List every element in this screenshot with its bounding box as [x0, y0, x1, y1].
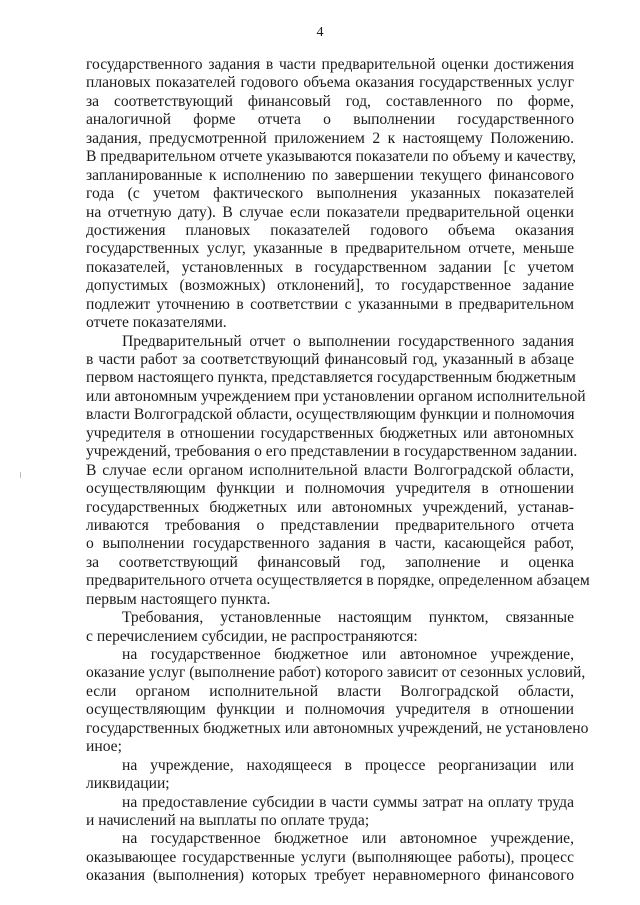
- text-line: за соответствующий финансовый год, заполнение и оценка: [86, 553, 574, 571]
- text-line: с перечислением субсидии, не распространяются:: [86, 627, 418, 645]
- margin-mark: [20, 472, 21, 478]
- text-line: показателей, установленных в государственном задании [с учетом: [86, 258, 574, 276]
- text-line: первым настоящего пункта.: [86, 590, 271, 608]
- text-line: отчете показателями.: [86, 314, 227, 332]
- text-line: за соответствующий финансовый год, составленного по форме,: [86, 92, 574, 110]
- text-line: государственных бюджетных или автономных учреждений, устанав-: [86, 498, 574, 516]
- text-line: или автономным учреждением при установлении органом исполнительной: [86, 387, 586, 405]
- text-line: учредителя в отношении государственных бюджетных или автономных: [86, 424, 574, 442]
- text-line: государственных бюджетных или автономных учреждений, не установлено: [86, 719, 589, 737]
- text-line: государственных услуг, указанные в предварительном отчете, меньше: [86, 240, 574, 258]
- text-line: Предварительный отчет о выполнении государственного задания: [122, 332, 574, 350]
- text-line: допустимых (возможных) отклонений], то государственное задание: [86, 277, 574, 295]
- text-line: учреждений, требования о его представлении в государственном задании.: [86, 443, 578, 461]
- text-line: если органом исполнительной власти Волгоградской области,: [86, 682, 574, 700]
- page-number: 4: [316, 25, 324, 40]
- text-line: на государственное бюджетное или автономное учреждение,: [122, 830, 574, 848]
- text-line: иное;: [86, 738, 122, 756]
- text-line: В случае если органом исполнительной власти Волгоградской области,: [86, 461, 574, 479]
- text-line: года (с учетом фактического выполнения указанных показателей: [86, 185, 574, 203]
- text-line: власти Волгоградской области, осуществляющим функции и полномочия: [86, 406, 575, 424]
- text-line: плановых показателей годового объема оказания государственных услуг: [86, 74, 574, 92]
- text-line: на учреждение, находящееся в процессе реорганизации или: [122, 756, 574, 774]
- text-line: государственного задания в части предварительной оценки достижения: [86, 56, 574, 73]
- text-line: запланированные к исполнению по завершении текущего финансового: [86, 166, 574, 184]
- text-line: предварительного отчета осуществляется в порядке, определенном абзацем: [86, 572, 590, 590]
- text-line: В предварительном отчете указываются показатели по объему и качеству,: [86, 148, 577, 166]
- text-line: осуществляющим функции и полномочия учредителя в отношении: [86, 701, 574, 719]
- text-line: о выполнении государственного задания в части, касающейся работ,: [86, 535, 574, 553]
- text-line: первом настоящего пункта, представляется государственным бюджетным: [86, 369, 576, 387]
- text-line: на отчетную дату). В случае если показатели предварительной оценки: [86, 203, 574, 221]
- text-line: оказание услуг (выполнение работ) которого зависит от сезонных условий,: [86, 664, 586, 682]
- text-line: оказания (выполнения) которых требует неравномерного финансового: [86, 867, 574, 885]
- body-text: [86, 56, 590, 886]
- text-line: осуществляющим функции и полномочия учредителя в отношении: [86, 480, 574, 498]
- text-line: на предоставление субсидии в части суммы затрат на оплату труда: [122, 793, 574, 811]
- text-line: в части работ за соответствующий финансовый год, указанный в абзаце: [86, 351, 574, 368]
- text-line: на государственное бюджетное или автономное учреждение,: [122, 646, 574, 663]
- text-line: аналогичной форме отчета о выполнении государственного: [86, 111, 574, 129]
- text-line: задания, предусмотренной приложением 2 к настоящему Положению.: [86, 129, 574, 147]
- text-line: и начислений на выплаты по оплате труда;: [86, 811, 370, 829]
- text-line: ликвидации;: [86, 775, 170, 793]
- text-line: подлежит уточнению в соответствии с указанными в предварительном: [86, 295, 574, 313]
- text-line: достижения плановых показателей годового объема оказания: [86, 221, 574, 239]
- text-line: оказывающее государственные услуги (выполняющее работы), процесс: [86, 848, 574, 866]
- text-line: ливаются требования о представлении предварительного отчета: [86, 516, 574, 534]
- text-line: Требования, установленные настоящим пунктом, связанные: [122, 609, 574, 627]
